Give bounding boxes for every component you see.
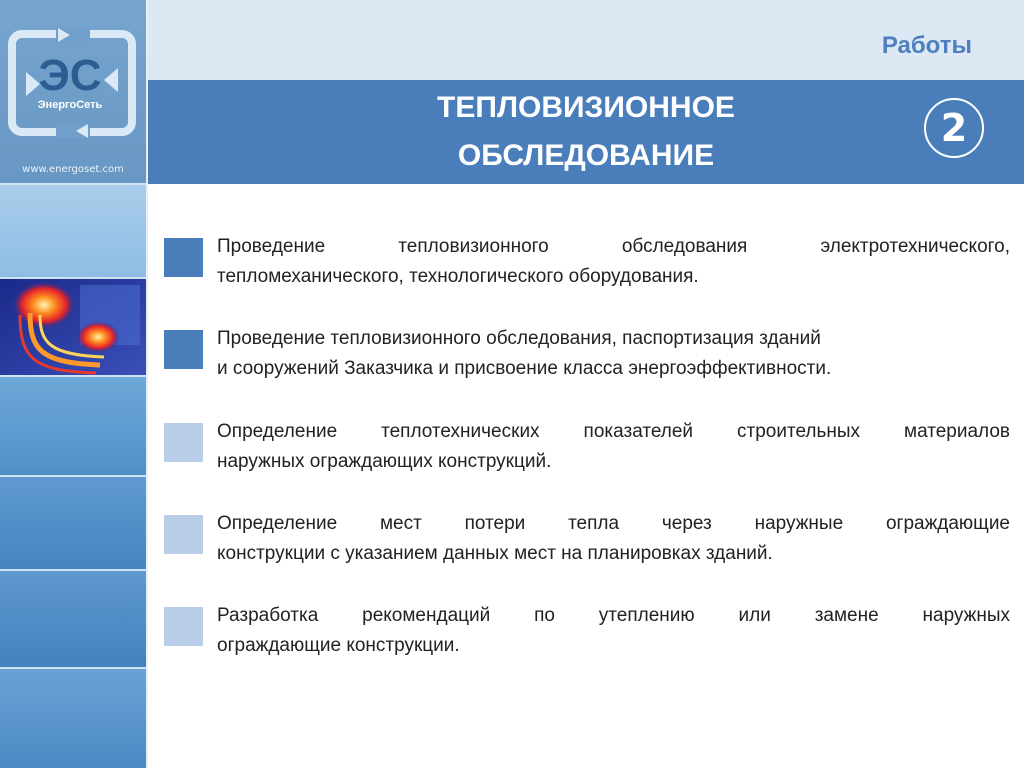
list-item-line: конструкции с указанием данных мест на планировках зданий. bbox=[217, 543, 773, 564]
logo-block bbox=[0, 0, 146, 183]
logo-icon bbox=[8, 28, 138, 140]
thermal-image-tile bbox=[0, 279, 146, 375]
list-item-line: тепломеханического, технологического оборудования. bbox=[217, 266, 699, 287]
list-item-text bbox=[217, 232, 1010, 292]
thermal-image bbox=[0, 279, 146, 375]
website-url: www.energoset.com bbox=[22, 164, 124, 175]
list-item-line: Проведение тепловизионного обследования электротехнического, bbox=[217, 236, 1010, 257]
square-bullet-icon bbox=[164, 238, 203, 277]
page-title-line: ОБСЛЕДОВАНИЕ bbox=[457, 139, 715, 172]
list-item-line: ограждающие конструкции. bbox=[217, 635, 460, 656]
list-item-line: и сооружений Заказчика и присвоение класса энергоэффективности. bbox=[217, 358, 832, 379]
list-item-text bbox=[217, 601, 1010, 661]
square-bullet-icon bbox=[164, 607, 203, 646]
sidebar-strip bbox=[0, 0, 148, 768]
list-item-text bbox=[217, 324, 1010, 384]
logo-name: ЭнергоСеть bbox=[37, 99, 103, 111]
list-item-line: наружных ограждающих конструкций. bbox=[217, 451, 552, 472]
page-title-line: ТЕПЛОВИЗИОННОЕ bbox=[437, 91, 735, 124]
section-label: Работы bbox=[881, 32, 972, 59]
title-band bbox=[148, 80, 1024, 184]
list-item-line: Определение теплотехнических показателей строительных материалов bbox=[217, 421, 1010, 442]
list-item-line: Проведение тепловизионного обследования, паспортизация зданий bbox=[217, 328, 821, 349]
side-tile bbox=[0, 669, 146, 768]
logo-letters: ЭС bbox=[38, 51, 102, 100]
square-bullet-icon bbox=[164, 515, 203, 554]
page-title bbox=[148, 84, 1024, 180]
list-item-text bbox=[217, 417, 1010, 477]
square-bullet-icon bbox=[164, 423, 203, 462]
side-tile bbox=[0, 377, 146, 475]
side-tile bbox=[0, 477, 146, 569]
header-top-band bbox=[148, 0, 1024, 80]
list-item-line: Определение мест потери тепла через наружные ограждающие bbox=[217, 513, 1010, 534]
slide-number-badge: 2 bbox=[924, 98, 984, 158]
list-item-line: Разработка рекомендаций по утеплению или замене наружных bbox=[217, 605, 1010, 626]
side-tile bbox=[0, 185, 146, 277]
square-bullet-icon bbox=[164, 330, 203, 369]
list-item-text bbox=[217, 509, 1010, 569]
side-tile bbox=[0, 571, 146, 667]
